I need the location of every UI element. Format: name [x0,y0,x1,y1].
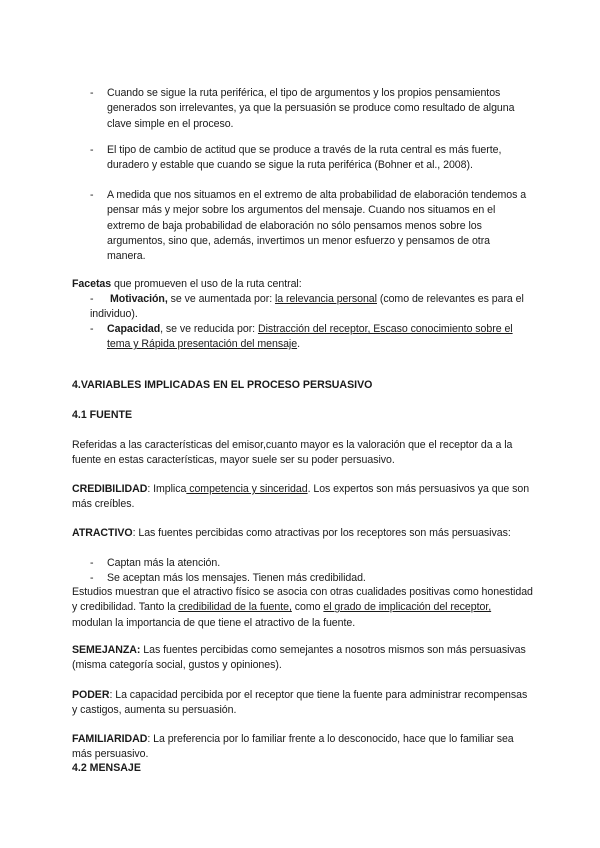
motivacion-label: Motivación, [110,293,168,305]
facet-motivacion [90,292,530,323]
list-dash: - [90,323,94,335]
motivacion-after: (como de relevantes es para el individuo). [90,293,524,321]
familiaridad-label: FAMILIARIDAD [72,733,148,745]
poder-label: PODER [72,689,110,701]
motivacion-underlined: la relevancia personal [275,293,377,305]
semejanza-paragraph [72,643,534,674]
list-dash: - [90,293,94,305]
atractivo-p3: modulan la importancia de que tiene el atractivo de la fuente. [72,616,356,629]
poder-text: : La capacidad percibida por el receptor que tiene la fuente para administrar recompensas y castigos, aumenta su persuasión. [72,689,528,717]
atractivo-item: Captan más la atención. [107,557,221,569]
fuente-intro: Referidas a las características del emisor,cuanto mayor es la valoración que el receptor da a la fuente en estas características, mayor suele ser su poder persuasivo. [72,439,513,467]
capacidad-underlined: Distracción del receptor, Escaso conocimiento sobre el tema y Rápida presentación del mensaje [107,323,513,351]
motivacion-text: se ve aumentada por: [167,293,275,305]
atractivo-item: Se aceptan más los mensajes. Tienen más credibilidad. [107,572,366,584]
atractivo-studies [72,585,534,631]
credibilidad-post: . Los expertos son más persuasivos ya que son más creíbles. [72,483,530,511]
bullet-text: El tipo de cambio de actitud que se produce a través de la ruta central es más fuerte, duradero y estable que cuando se sigue la ruta periférica (Bohner et al., 2008). [107,144,502,172]
facet-capacidad [107,322,532,353]
bullet-text: A medida que nos situamos en el extremo de alta probabilidad de elaboración tendemos a pensar más y mejor sobre los argumentos del mensaje. Cuando nos situamos en el extremo de baja probabilidad de elaboración no sólo pensamos menos sobre los argumentos, sino que, además, invertimos un menor esfuerzo y pensamos de otra manera. [107,189,527,263]
bullet-text: Cuando se sigue la ruta periférica, el tipo de argumentos y los propios pensamientos generados son irrelevantes, ya que la persuasión se produce como resultado de alguna clave simple en el proceso. [107,87,515,130]
subsection-heading: 4.1 FUENTE [72,409,133,421]
familiaridad-paragraph [72,732,534,763]
poder-paragraph [72,688,534,719]
capacidad-after: . [297,338,300,351]
list-dash: - [90,87,94,99]
capacidad-text: , se ve reducida por: [160,323,258,335]
atractivo-paragraph [72,526,534,541]
atractivo-label: ATRACTIVO [72,527,133,539]
credibilidad-label: CREDIBILIDAD [72,483,148,495]
facetas-paragraph [72,277,532,292]
list-dash: - [90,144,94,156]
atractivo-u1: credibilidad de la fuente, [178,601,292,614]
list-dash: - [90,189,94,201]
facetas-text: que promueven el uso de la ruta central: [111,278,302,290]
section-heading: 4.VARIABLES IMPLICADAS EN EL PROCESO PERSUASIVO [72,379,373,391]
semejanza-label: SEMEJANZA: [72,644,141,656]
atractivo-text: : Las fuentes percibidas como atractivas por los receptores son más persuasivas: [132,527,511,539]
semejanza-text: Las fuentes percibidas como semejantes a nosotros mismos son más persuasivas (misma categoría social, gustos y opiniones). [72,644,526,672]
list-dash: - [90,557,94,569]
atractivo-u2: el grado de implicación del receptor, [323,601,492,614]
capacidad-label: Capacidad [107,323,161,335]
familiaridad-text: : La preferencia por lo familiar frente a lo desconocido, hace que lo familiar sea más persuasivo. [72,733,514,761]
list-dash: - [90,572,94,584]
credibilidad-underlined: competencia y sinceridad [186,483,308,495]
subsection-heading: 4.2 MENSAJE [72,762,141,774]
credibilidad-paragraph [72,482,534,513]
credibilidad-pre: : Implica [147,483,187,495]
atractivo-p2: como [291,601,324,614]
atractivo-p1: Estudios muestran que el atractivo físico se asocia con otras cualidades positivas como honestidad y credibilidad. Tanto la [72,586,533,614]
facetas-label: Facetas [72,278,112,290]
